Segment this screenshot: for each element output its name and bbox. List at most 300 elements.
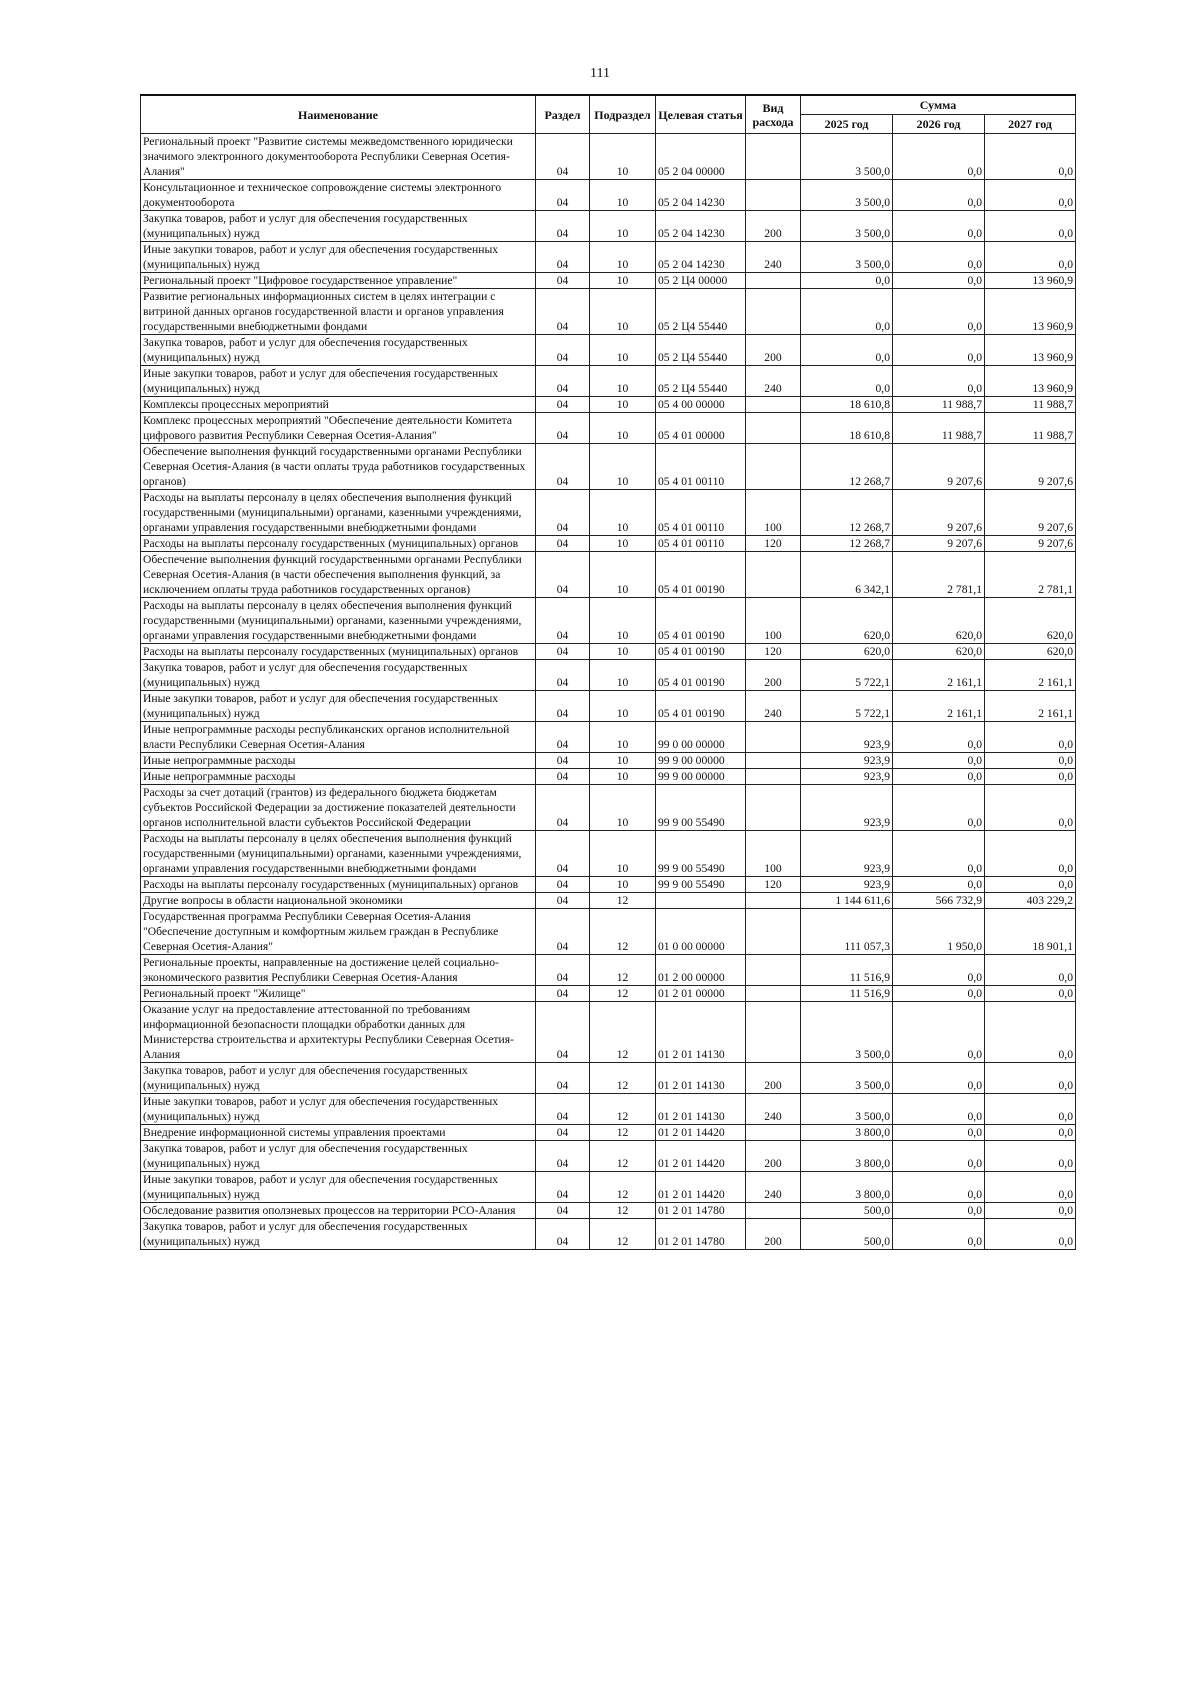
cell-section: 04 bbox=[536, 211, 590, 242]
cell-name: Обследование развития оползневых процессов на территории РСО-Алания bbox=[141, 1203, 536, 1219]
cell-target-article: 99 9 00 00000 bbox=[656, 753, 746, 769]
table-row bbox=[141, 893, 1076, 909]
cell-name: Закупка товаров, работ и услуг для обеспечения государственных (муниципальных) нужд bbox=[141, 1219, 536, 1250]
cell-expense-type: 200 bbox=[746, 660, 801, 691]
cell-target-article: 01 2 01 14420 bbox=[656, 1172, 746, 1203]
table-row bbox=[141, 444, 1076, 490]
cell-expense-type bbox=[746, 289, 801, 335]
cell-sum-2027: 2 161,1 bbox=[985, 660, 1076, 691]
table-row bbox=[141, 598, 1076, 644]
cell-name: Региональный проект "Цифровое государственное управление" bbox=[141, 273, 536, 289]
cell-sum-2026: 566 732,9 bbox=[893, 893, 985, 909]
cell-sum-2027: 0,0 bbox=[985, 955, 1076, 986]
cell-section: 04 bbox=[536, 769, 590, 785]
cell-subsection: 12 bbox=[590, 1063, 656, 1094]
cell-expense-type: 240 bbox=[746, 691, 801, 722]
cell-expense-type bbox=[746, 753, 801, 769]
cell-expense-type: 200 bbox=[746, 211, 801, 242]
table-row bbox=[141, 211, 1076, 242]
cell-sum-2027: 2 161,1 bbox=[985, 691, 1076, 722]
page-number: 111 bbox=[590, 66, 610, 81]
cell-section: 04 bbox=[536, 909, 590, 955]
header-year-2026: 2026 год bbox=[893, 115, 985, 134]
header-target-article: Целевая статья bbox=[656, 95, 746, 134]
cell-sum-2026: 0,0 bbox=[893, 366, 985, 397]
cell-sum-2025: 5 722,1 bbox=[801, 691, 893, 722]
cell-sum-2027: 0,0 bbox=[985, 1219, 1076, 1250]
cell-name: Закупка товаров, работ и услуг для обеспечения государственных (муниципальных) нужд bbox=[141, 660, 536, 691]
cell-sum-2026: 0,0 bbox=[893, 986, 985, 1002]
cell-sum-2026: 0,0 bbox=[893, 831, 985, 877]
cell-sum-2026: 620,0 bbox=[893, 598, 985, 644]
cell-sum-2027: 13 960,9 bbox=[985, 273, 1076, 289]
cell-subsection: 10 bbox=[590, 536, 656, 552]
cell-expense-type: 200 bbox=[746, 1219, 801, 1250]
cell-section: 04 bbox=[536, 644, 590, 660]
cell-name: Обеспечение выполнения функций государственными органами Республики Северная Осетия-Алания (в части оплаты труда работников государственных органов) bbox=[141, 444, 536, 490]
cell-sum-2025: 620,0 bbox=[801, 598, 893, 644]
cell-sum-2027: 2 781,1 bbox=[985, 552, 1076, 598]
cell-sum-2026: 0,0 bbox=[893, 134, 985, 180]
table-row bbox=[141, 242, 1076, 273]
cell-sum-2027: 0,0 bbox=[985, 134, 1076, 180]
cell-name: Расходы на выплаты персоналу государственных (муниципальных) органов bbox=[141, 644, 536, 660]
cell-sum-2027: 0,0 bbox=[985, 1172, 1076, 1203]
cell-sum-2027: 9 207,6 bbox=[985, 490, 1076, 536]
cell-sum-2026: 0,0 bbox=[893, 722, 985, 753]
cell-target-article: 05 4 01 00110 bbox=[656, 536, 746, 552]
cell-subsection: 10 bbox=[590, 134, 656, 180]
cell-sum-2026: 0,0 bbox=[893, 1125, 985, 1141]
cell-sum-2027: 0,0 bbox=[985, 831, 1076, 877]
header-section: Раздел bbox=[536, 95, 590, 134]
cell-subsection: 10 bbox=[590, 785, 656, 831]
cell-name: Закупка товаров, работ и услуг для обеспечения государственных (муниципальных) нужд bbox=[141, 1141, 536, 1172]
cell-subsection: 12 bbox=[590, 1203, 656, 1219]
cell-section: 04 bbox=[536, 660, 590, 691]
cell-section: 04 bbox=[536, 831, 590, 877]
cell-expense-type bbox=[746, 909, 801, 955]
table-row bbox=[141, 536, 1076, 552]
cell-subsection: 10 bbox=[590, 769, 656, 785]
cell-sum-2027: 0,0 bbox=[985, 986, 1076, 1002]
cell-name: Расходы на выплаты персоналу государственных (муниципальных) органов bbox=[141, 536, 536, 552]
cell-expense-type bbox=[746, 955, 801, 986]
cell-subsection: 10 bbox=[590, 691, 656, 722]
cell-sum-2025: 0,0 bbox=[801, 289, 893, 335]
cell-sum-2027: 620,0 bbox=[985, 598, 1076, 644]
cell-section: 04 bbox=[536, 397, 590, 413]
cell-expense-type: 240 bbox=[746, 242, 801, 273]
cell-sum-2025: 3 500,0 bbox=[801, 1094, 893, 1125]
cell-subsection: 12 bbox=[590, 955, 656, 986]
cell-expense-type: 240 bbox=[746, 1172, 801, 1203]
cell-target-article: 05 4 01 00190 bbox=[656, 660, 746, 691]
cell-subsection: 10 bbox=[590, 413, 656, 444]
cell-sum-2026: 2 161,1 bbox=[893, 660, 985, 691]
table-row bbox=[141, 1219, 1076, 1250]
cell-name: Региональные проекты, направленные на достижение целей социально-экономического развития Республики Северная Осетия-Алания bbox=[141, 955, 536, 986]
cell-section: 04 bbox=[536, 1219, 590, 1250]
cell-name: Закупка товаров, работ и услуг для обеспечения государственных (муниципальных) нужд bbox=[141, 335, 536, 366]
cell-name: Расходы на выплаты персоналу государственных (муниципальных) органов bbox=[141, 877, 536, 893]
table-row bbox=[141, 413, 1076, 444]
cell-target-article: 01 2 01 14130 bbox=[656, 1094, 746, 1125]
cell-sum-2025: 3 500,0 bbox=[801, 1063, 893, 1094]
cell-section: 04 bbox=[536, 335, 590, 366]
table-row bbox=[141, 366, 1076, 397]
cell-sum-2025: 500,0 bbox=[801, 1203, 893, 1219]
cell-name: Иные непрограммные расходы bbox=[141, 769, 536, 785]
cell-expense-type: 200 bbox=[746, 1141, 801, 1172]
header-name: Наименование bbox=[141, 95, 536, 134]
cell-target-article: 99 9 00 00000 bbox=[656, 769, 746, 785]
cell-expense-type bbox=[746, 134, 801, 180]
cell-section: 04 bbox=[536, 242, 590, 273]
cell-expense-type bbox=[746, 769, 801, 785]
cell-sum-2026: 2 161,1 bbox=[893, 691, 985, 722]
cell-expense-type bbox=[746, 552, 801, 598]
cell-subsection: 10 bbox=[590, 490, 656, 536]
cell-subsection: 10 bbox=[590, 444, 656, 490]
cell-sum-2026: 0,0 bbox=[893, 273, 985, 289]
cell-sum-2027: 0,0 bbox=[985, 1094, 1076, 1125]
cell-target-article: 99 9 00 55490 bbox=[656, 877, 746, 893]
cell-target-article: 05 4 00 00000 bbox=[656, 397, 746, 413]
cell-sum-2025: 3 800,0 bbox=[801, 1172, 893, 1203]
cell-sum-2026: 0,0 bbox=[893, 1094, 985, 1125]
cell-target-article: 01 2 01 14780 bbox=[656, 1219, 746, 1250]
cell-sum-2026: 2 781,1 bbox=[893, 552, 985, 598]
cell-sum-2025: 923,9 bbox=[801, 785, 893, 831]
cell-target-article: 05 4 01 00190 bbox=[656, 552, 746, 598]
cell-sum-2027: 13 960,9 bbox=[985, 289, 1076, 335]
cell-name: Иные закупки товаров, работ и услуг для обеспечения государственных (муниципальных) нужд bbox=[141, 691, 536, 722]
cell-expense-type bbox=[746, 1002, 801, 1063]
cell-section: 04 bbox=[536, 877, 590, 893]
cell-sum-2025: 3 500,0 bbox=[801, 1002, 893, 1063]
cell-target-article: 01 2 01 00000 bbox=[656, 986, 746, 1002]
cell-sum-2025: 1 144 611,6 bbox=[801, 893, 893, 909]
cell-target-article: 05 4 01 00190 bbox=[656, 598, 746, 644]
cell-name: Расходы за счет дотаций (грантов) из федерального бюджета бюджетам субъектов Российской Федерации за достижение показателей деятельности органов исполнительной власти субъектов Российской Федерации bbox=[141, 785, 536, 831]
cell-name: Иные закупки товаров, работ и услуг для обеспечения государственных (муниципальных) нужд bbox=[141, 1094, 536, 1125]
cell-subsection: 10 bbox=[590, 660, 656, 691]
cell-section: 04 bbox=[536, 444, 590, 490]
cell-subsection: 10 bbox=[590, 335, 656, 366]
cell-subsection: 10 bbox=[590, 366, 656, 397]
cell-section: 04 bbox=[536, 598, 590, 644]
cell-target-article: 05 4 01 00110 bbox=[656, 490, 746, 536]
cell-target-article: 05 4 01 00110 bbox=[656, 444, 746, 490]
cell-sum-2025: 0,0 bbox=[801, 273, 893, 289]
cell-sum-2027: 0,0 bbox=[985, 785, 1076, 831]
cell-expense-type bbox=[746, 444, 801, 490]
table-row bbox=[141, 691, 1076, 722]
cell-sum-2027: 11 988,7 bbox=[985, 413, 1076, 444]
table-row bbox=[141, 1063, 1076, 1094]
cell-expense-type bbox=[746, 413, 801, 444]
cell-expense-type bbox=[746, 893, 801, 909]
cell-section: 04 bbox=[536, 1125, 590, 1141]
cell-sum-2025: 0,0 bbox=[801, 335, 893, 366]
cell-name: Обеспечение выполнения функций государственными органами Республики Северная Осетия-Алания (в части обеспечения выполнения функций, за исключением оплаты труда работников государственных органов) bbox=[141, 552, 536, 598]
cell-sum-2025: 923,9 bbox=[801, 753, 893, 769]
cell-subsection: 10 bbox=[590, 877, 656, 893]
cell-target-article: 05 2 Ц4 00000 bbox=[656, 273, 746, 289]
cell-sum-2025: 6 342,1 bbox=[801, 552, 893, 598]
cell-target-article: 01 2 01 14780 bbox=[656, 1203, 746, 1219]
cell-subsection: 10 bbox=[590, 273, 656, 289]
cell-sum-2025: 3 800,0 bbox=[801, 1141, 893, 1172]
cell-target-article: 01 2 01 14420 bbox=[656, 1125, 746, 1141]
cell-sum-2025: 18 610,8 bbox=[801, 413, 893, 444]
cell-expense-type bbox=[746, 785, 801, 831]
header-year-2025: 2025 год bbox=[801, 115, 893, 134]
cell-section: 04 bbox=[536, 1203, 590, 1219]
table-row bbox=[141, 722, 1076, 753]
cell-expense-type: 200 bbox=[746, 335, 801, 366]
cell-sum-2027: 13 960,9 bbox=[985, 335, 1076, 366]
cell-name: Внедрение информационной системы управления проектами bbox=[141, 1125, 536, 1141]
cell-sum-2027: 0,0 bbox=[985, 1203, 1076, 1219]
cell-name: Комплексы процессных мероприятий bbox=[141, 397, 536, 413]
cell-expense-type: 240 bbox=[746, 366, 801, 397]
cell-target-article bbox=[656, 893, 746, 909]
cell-name: Закупка товаров, работ и услуг для обеспечения государственных (муниципальных) нужд bbox=[141, 1063, 536, 1094]
cell-target-article: 05 4 01 00190 bbox=[656, 691, 746, 722]
cell-name: Расходы на выплаты персоналу в целях обеспечения выполнения функций государственными (муниципальными) органами, казенными учреждениями, органами управления государственными внебюджетными фондами bbox=[141, 598, 536, 644]
cell-name: Развитие региональных информационных систем в целях интеграции с витриной данных органов государственной власти и органов управления государственными внебюджетными фондами bbox=[141, 289, 536, 335]
cell-sum-2027: 0,0 bbox=[985, 242, 1076, 273]
cell-sum-2027: 0,0 bbox=[985, 722, 1076, 753]
cell-section: 04 bbox=[536, 691, 590, 722]
table-row bbox=[141, 335, 1076, 366]
header-year-2027: 2027 год bbox=[985, 115, 1076, 134]
cell-section: 04 bbox=[536, 180, 590, 211]
cell-sum-2026: 11 988,7 bbox=[893, 413, 985, 444]
table-row bbox=[141, 397, 1076, 413]
cell-sum-2025: 923,9 bbox=[801, 877, 893, 893]
cell-expense-type bbox=[746, 1125, 801, 1141]
cell-name: Иные закупки товаров, работ и услуг для обеспечения государственных (муниципальных) нужд bbox=[141, 242, 536, 273]
cell-target-article: 05 2 04 14230 bbox=[656, 242, 746, 273]
cell-expense-type bbox=[746, 397, 801, 413]
cell-subsection: 12 bbox=[590, 1002, 656, 1063]
table-row bbox=[141, 1094, 1076, 1125]
cell-subsection: 12 bbox=[590, 1141, 656, 1172]
cell-sum-2027: 0,0 bbox=[985, 211, 1076, 242]
cell-target-article: 99 9 00 55490 bbox=[656, 785, 746, 831]
cell-sum-2026: 1 950,0 bbox=[893, 909, 985, 955]
cell-target-article: 05 2 Ц4 55440 bbox=[656, 289, 746, 335]
cell-sum-2027: 0,0 bbox=[985, 180, 1076, 211]
table-row bbox=[141, 552, 1076, 598]
cell-subsection: 10 bbox=[590, 753, 656, 769]
cell-target-article: 05 2 Ц4 55440 bbox=[656, 335, 746, 366]
table-body bbox=[141, 134, 1076, 1250]
cell-expense-type bbox=[746, 986, 801, 1002]
cell-subsection: 10 bbox=[590, 289, 656, 335]
cell-expense-type: 100 bbox=[746, 598, 801, 644]
cell-sum-2025: 3 500,0 bbox=[801, 180, 893, 211]
cell-name: Государственная программа Республики Северная Осетия-Алания "Обеспечение доступным и комфортным жильем граждан в Республике Северная Осетия-Алания" bbox=[141, 909, 536, 955]
cell-subsection: 10 bbox=[590, 242, 656, 273]
cell-sum-2026: 0,0 bbox=[893, 877, 985, 893]
cell-subsection: 12 bbox=[590, 893, 656, 909]
table-row bbox=[141, 785, 1076, 831]
cell-section: 04 bbox=[536, 134, 590, 180]
cell-sum-2026: 0,0 bbox=[893, 1203, 985, 1219]
cell-name: Расходы на выплаты персоналу в целях обеспечения выполнения функций государственными (муниципальными) органами, казенными учреждениями, органами управления государственными внебюджетными фондами bbox=[141, 490, 536, 536]
cell-section: 04 bbox=[536, 1141, 590, 1172]
cell-expense-type bbox=[746, 180, 801, 211]
cell-section: 04 bbox=[536, 955, 590, 986]
cell-subsection: 12 bbox=[590, 1219, 656, 1250]
cell-target-article: 05 4 01 00190 bbox=[656, 644, 746, 660]
cell-sum-2025: 3 500,0 bbox=[801, 211, 893, 242]
cell-sum-2025: 12 268,7 bbox=[801, 536, 893, 552]
cell-sum-2026: 0,0 bbox=[893, 242, 985, 273]
cell-subsection: 10 bbox=[590, 722, 656, 753]
cell-sum-2025: 3 800,0 bbox=[801, 1125, 893, 1141]
cell-name: Иные закупки товаров, работ и услуг для обеспечения государственных (муниципальных) нужд bbox=[141, 366, 536, 397]
cell-sum-2026: 9 207,6 bbox=[893, 536, 985, 552]
table-row bbox=[141, 877, 1076, 893]
table-row bbox=[141, 1203, 1076, 1219]
table-row bbox=[141, 831, 1076, 877]
cell-subsection: 10 bbox=[590, 598, 656, 644]
table-row bbox=[141, 986, 1076, 1002]
cell-expense-type: 120 bbox=[746, 877, 801, 893]
cell-sum-2026: 0,0 bbox=[893, 1063, 985, 1094]
table-row bbox=[141, 289, 1076, 335]
cell-sum-2025: 12 268,7 bbox=[801, 490, 893, 536]
table-row bbox=[141, 180, 1076, 211]
budget-table bbox=[140, 94, 1076, 1250]
header-subsection: Подраздел bbox=[590, 95, 656, 134]
cell-name: Консультационное и техническое сопровождение системы электронного документооборота bbox=[141, 180, 536, 211]
cell-name: Иные закупки товаров, работ и услуг для обеспечения государственных (муниципальных) нужд bbox=[141, 1172, 536, 1203]
cell-subsection: 10 bbox=[590, 831, 656, 877]
cell-subsection: 10 bbox=[590, 180, 656, 211]
cell-target-article: 05 2 04 00000 bbox=[656, 134, 746, 180]
cell-sum-2025: 12 268,7 bbox=[801, 444, 893, 490]
cell-sum-2026: 9 207,6 bbox=[893, 490, 985, 536]
cell-name: Расходы на выплаты персоналу в целях обеспечения выполнения функций государственными (муниципальными) органами, казенными учреждениями, органами управления государственными внебюджетными фондами bbox=[141, 831, 536, 877]
table-row bbox=[141, 644, 1076, 660]
cell-section: 04 bbox=[536, 1063, 590, 1094]
cell-name: Комплекс процессных мероприятий "Обеспечение деятельности Комитета цифрового развития Республики Северная Осетия-Алания" bbox=[141, 413, 536, 444]
cell-sum-2026: 0,0 bbox=[893, 289, 985, 335]
cell-name: Оказание услуг на предоставление аттестованной по требованиям информационной безопасности площадки обработки данных для Министерства строительства и архитектуры Республики Северная Осетия-Алания bbox=[141, 1002, 536, 1063]
cell-name: Иные непрограммные расходы республиканских органов исполнительной власти Республики Северная Осетия-Алания bbox=[141, 722, 536, 753]
cell-sum-2027: 403 229,2 bbox=[985, 893, 1076, 909]
cell-sum-2026: 0,0 bbox=[893, 1219, 985, 1250]
cell-sum-2026: 0,0 bbox=[893, 1172, 985, 1203]
cell-name: Региональный проект "Развитие системы межведомственного юридически значимого электронного документооборота Республики Северная Осетия-Алания" bbox=[141, 134, 536, 180]
cell-sum-2026: 0,0 bbox=[893, 335, 985, 366]
cell-sum-2026: 11 988,7 bbox=[893, 397, 985, 413]
cell-target-article: 05 2 04 14230 bbox=[656, 180, 746, 211]
cell-expense-type: 240 bbox=[746, 1094, 801, 1125]
cell-sum-2025: 11 516,9 bbox=[801, 986, 893, 1002]
cell-section: 04 bbox=[536, 753, 590, 769]
cell-target-article: 05 2 Ц4 55440 bbox=[656, 366, 746, 397]
cell-sum-2026: 0,0 bbox=[893, 1141, 985, 1172]
cell-subsection: 10 bbox=[590, 397, 656, 413]
cell-expense-type bbox=[746, 273, 801, 289]
cell-subsection: 12 bbox=[590, 1094, 656, 1125]
cell-expense-type: 120 bbox=[746, 536, 801, 552]
cell-sum-2027: 18 901,1 bbox=[985, 909, 1076, 955]
cell-sum-2027: 13 960,9 bbox=[985, 366, 1076, 397]
cell-sum-2026: 0,0 bbox=[893, 1002, 985, 1063]
cell-expense-type: 120 bbox=[746, 644, 801, 660]
cell-section: 04 bbox=[536, 722, 590, 753]
cell-sum-2027: 0,0 bbox=[985, 753, 1076, 769]
cell-section: 04 bbox=[536, 289, 590, 335]
cell-sum-2025: 923,9 bbox=[801, 831, 893, 877]
table-row bbox=[141, 753, 1076, 769]
cell-sum-2027: 0,0 bbox=[985, 1125, 1076, 1141]
cell-section: 04 bbox=[536, 1002, 590, 1063]
cell-sum-2026: 0,0 bbox=[893, 785, 985, 831]
cell-target-article: 01 2 01 14420 bbox=[656, 1141, 746, 1172]
table-row bbox=[141, 660, 1076, 691]
cell-sum-2025: 3 500,0 bbox=[801, 134, 893, 180]
cell-expense-type: 100 bbox=[746, 490, 801, 536]
cell-target-article: 99 9 00 55490 bbox=[656, 831, 746, 877]
cell-name: Другие вопросы в области национальной экономики bbox=[141, 893, 536, 909]
cell-sum-2027: 9 207,6 bbox=[985, 444, 1076, 490]
cell-sum-2025: 5 722,1 bbox=[801, 660, 893, 691]
cell-subsection: 10 bbox=[590, 211, 656, 242]
cell-sum-2025: 3 500,0 bbox=[801, 242, 893, 273]
cell-sum-2025: 11 516,9 bbox=[801, 955, 893, 986]
table-row bbox=[141, 1125, 1076, 1141]
cell-expense-type: 100 bbox=[746, 831, 801, 877]
cell-sum-2027: 0,0 bbox=[985, 1002, 1076, 1063]
cell-target-article: 01 2 01 14130 bbox=[656, 1063, 746, 1094]
cell-sum-2026: 0,0 bbox=[893, 753, 985, 769]
cell-section: 04 bbox=[536, 1094, 590, 1125]
cell-sum-2025: 620,0 bbox=[801, 644, 893, 660]
cell-subsection: 12 bbox=[590, 1172, 656, 1203]
table-row bbox=[141, 273, 1076, 289]
cell-sum-2027: 0,0 bbox=[985, 1063, 1076, 1094]
table-row bbox=[141, 769, 1076, 785]
cell-name: Иные непрограммные расходы bbox=[141, 753, 536, 769]
table-row bbox=[141, 490, 1076, 536]
table-row bbox=[141, 1172, 1076, 1203]
cell-sum-2026: 0,0 bbox=[893, 955, 985, 986]
table-row bbox=[141, 134, 1076, 180]
cell-sum-2026: 0,0 bbox=[893, 180, 985, 211]
cell-sum-2027: 0,0 bbox=[985, 877, 1076, 893]
cell-section: 04 bbox=[536, 1172, 590, 1203]
cell-expense-type: 200 bbox=[746, 1063, 801, 1094]
cell-subsection: 10 bbox=[590, 552, 656, 598]
cell-sum-2027: 620,0 bbox=[985, 644, 1076, 660]
cell-section: 04 bbox=[536, 986, 590, 1002]
cell-section: 04 bbox=[536, 490, 590, 536]
cell-subsection: 12 bbox=[590, 986, 656, 1002]
cell-sum-2026: 9 207,6 bbox=[893, 444, 985, 490]
cell-target-article: 01 2 00 00000 bbox=[656, 955, 746, 986]
cell-section: 04 bbox=[536, 536, 590, 552]
cell-sum-2027: 9 207,6 bbox=[985, 536, 1076, 552]
